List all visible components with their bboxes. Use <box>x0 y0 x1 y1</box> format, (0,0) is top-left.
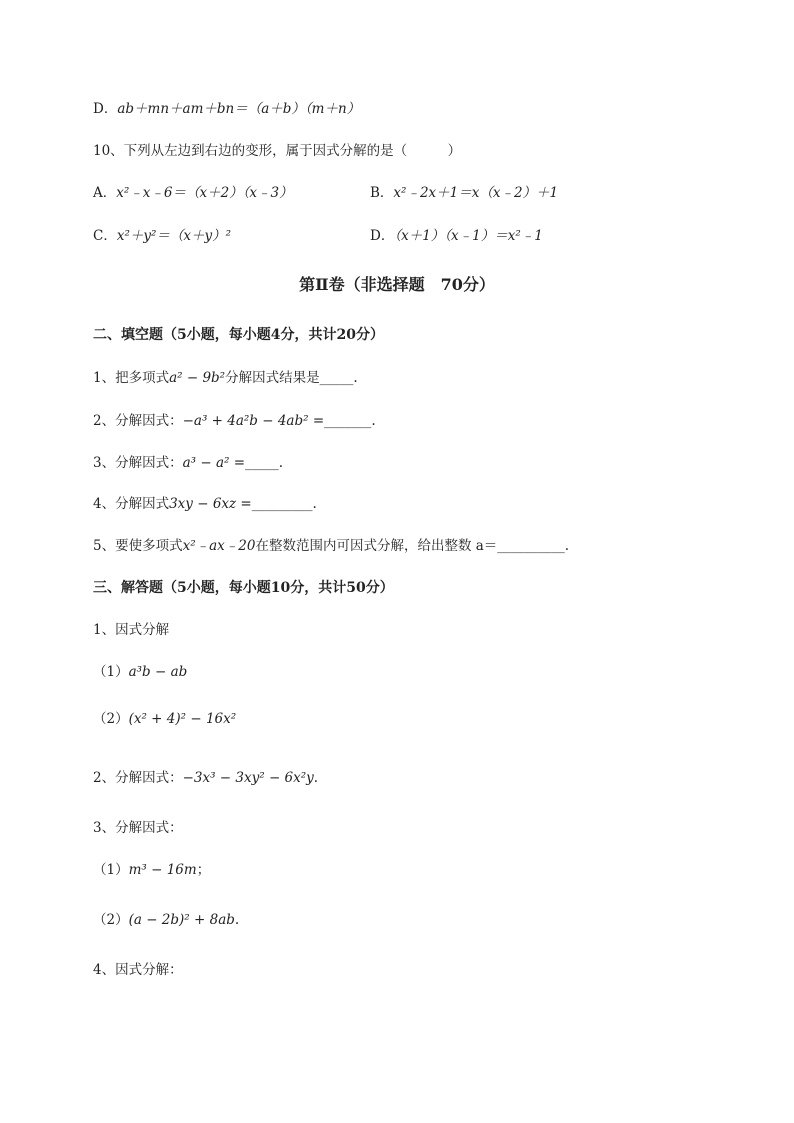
option-label: A． <box>93 185 117 201</box>
sub-math: (a − 2b)² + 8ab <box>128 912 235 928</box>
item-suffix: _____. <box>245 455 284 471</box>
q-suffix: . <box>313 770 319 786</box>
sub-label: （1） <box>93 862 129 878</box>
fill-item-1 <box>93 368 358 388</box>
item-suffix: 分解因式结果是_____. <box>225 370 358 386</box>
solve-q3-stem: 3、分解因式： <box>93 820 183 836</box>
sub-suffix: ； <box>196 862 211 878</box>
fill-item-3 <box>93 453 283 473</box>
fill-section-heading: 二、填空题（5小题，每小题4分，共计20分） <box>93 327 384 343</box>
option-expression: x²﹣2x＋1＝x（x﹣2）＋1 <box>393 185 559 201</box>
fill-item-5 <box>93 536 569 556</box>
sub-label: （1） <box>93 664 129 680</box>
fill-item-2 <box>93 411 376 431</box>
item-suffix: _______. <box>324 413 376 429</box>
solve-q1-sub2 <box>93 709 236 729</box>
sub-math: a³b − ab <box>128 664 188 680</box>
solve-q2 <box>93 768 318 788</box>
option-expression: x²＋y²＝（x＋y）² <box>116 228 232 244</box>
option-label: C． <box>93 228 117 244</box>
solve-section-heading: 三、解答题（5小题，每小题10分，共计50分） <box>93 580 394 596</box>
item-prefix: 5、要使多项式 <box>93 538 183 554</box>
item-math: x²﹣ax﹣20 <box>182 538 256 554</box>
q10-option-b <box>370 183 558 203</box>
sub-math: (x² + 4)² − 16x² <box>128 711 237 727</box>
q10-option-c <box>93 226 231 246</box>
option-label: D． <box>93 101 118 117</box>
item-math: 3xy − 6xz = <box>169 496 252 512</box>
q10-stem: 10、下列从左边到右边的变形，属于因式分解的是（ ） <box>93 143 462 159</box>
option-expression: ab＋mn＋am＋bn＝（a＋b）（m＋n） <box>117 101 361 117</box>
option-label: B． <box>370 185 394 201</box>
part2-title: 第Ⅱ卷（非选择题 70分） <box>299 275 495 294</box>
item-prefix: 1、把多项式 <box>93 370 170 386</box>
option-label: D． <box>370 228 395 244</box>
item-prefix: 3、分解因式： <box>93 455 183 471</box>
solve-q4-stem: 4、因式分解： <box>93 962 183 978</box>
item-suffix: 在整数范围内可因式分解，给出整数 a＝__________. <box>255 538 570 554</box>
q-math: −3x³ − 3xy² − 6x²y <box>182 770 314 786</box>
solve-q1-stem: 1、因式分解 <box>93 622 170 638</box>
solve-q3-sub2 <box>93 910 239 930</box>
q-prefix: 2、分解因式： <box>93 770 183 786</box>
solve-q3-sub1 <box>93 860 210 880</box>
solve-q1-sub1 <box>93 662 187 682</box>
sub-label: （2） <box>93 711 129 727</box>
q10-option-a <box>93 183 293 203</box>
q9-option-d <box>93 99 360 119</box>
item-math: −a³ + 4a²b − 4ab² = <box>182 413 325 429</box>
sub-math: m³ − 16m <box>128 862 197 878</box>
item-math: a² − 9b² <box>169 370 226 386</box>
sub-label: （2） <box>93 912 129 928</box>
item-suffix: _________. <box>251 496 317 512</box>
q10-option-d <box>370 226 543 246</box>
item-prefix: 4、分解因式 <box>93 496 170 512</box>
item-prefix: 2、分解因式： <box>93 413 183 429</box>
item-math: a³ − a² = <box>182 455 246 471</box>
option-expression: （x＋1）（x﹣1）＝x²﹣1 <box>394 228 543 244</box>
sub-suffix: . <box>234 912 240 928</box>
option-expression: x²﹣x﹣6＝（x＋2）（x﹣3） <box>116 185 293 201</box>
fill-item-4 <box>93 494 317 514</box>
